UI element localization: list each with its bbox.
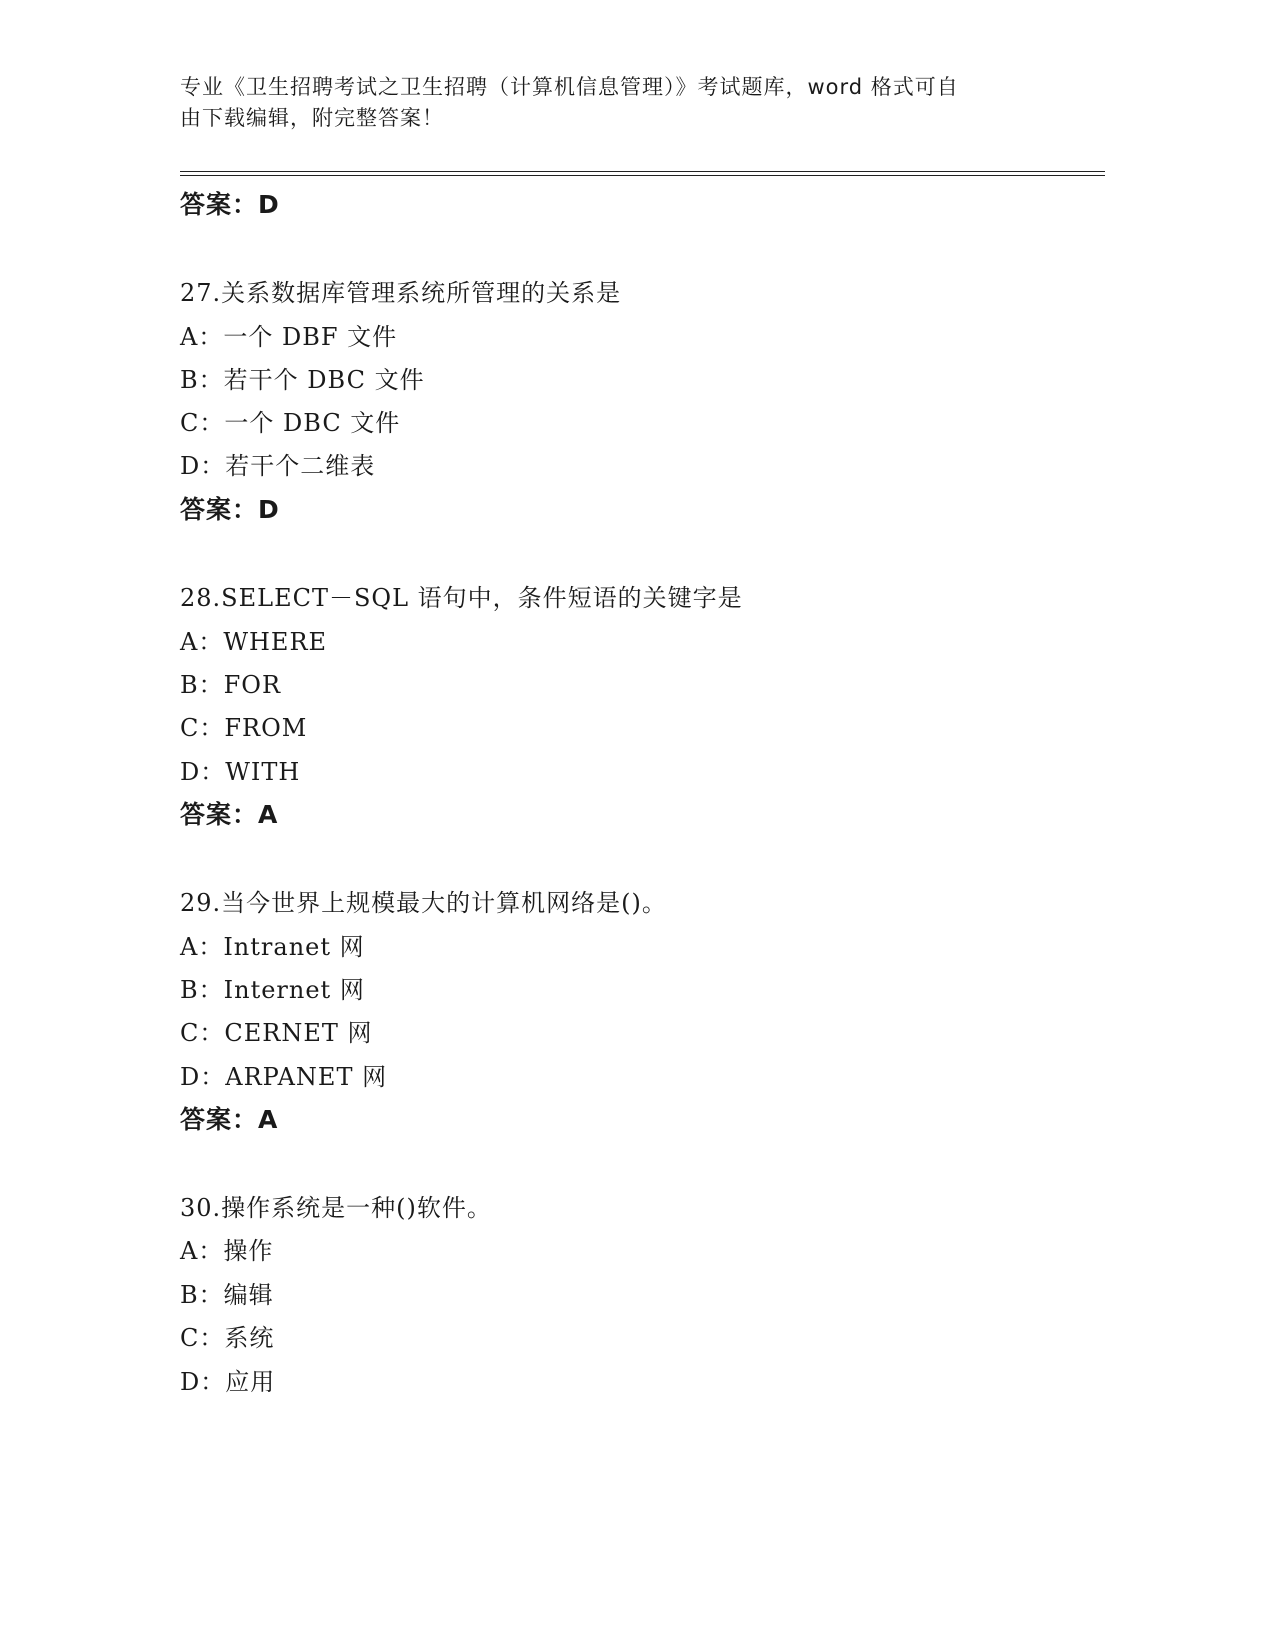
- question-28-answer: 答案：A: [180, 800, 279, 829]
- question-27-stem: 27.关系数据库管理系统所管理的关系是: [180, 279, 622, 307]
- previous-answer: 答案：D: [180, 190, 280, 219]
- question-29-answer: 答案：A: [180, 1105, 279, 1134]
- document-header: [180, 72, 1050, 134]
- question-30-option-c: C：系统: [180, 1324, 275, 1352]
- question-30-option-b: B：编辑: [180, 1281, 274, 1309]
- question-29-option-d: D：ARPANET 网: [180, 1063, 388, 1091]
- question-30-stem: 30.操作系统是一种()软件。: [180, 1194, 492, 1222]
- question-27-option-c: C：一个 DBC 文件: [180, 409, 401, 437]
- question-30-option-d: D：应用: [180, 1368, 276, 1396]
- question-28-option-a: A：WHERE: [180, 628, 328, 656]
- header-divider-top: [180, 171, 1105, 172]
- question-29-stem: 29.当今世界上规模最大的计算机网络是()。: [180, 889, 667, 917]
- header-line-2: 由下载编辑，附完整答案！: [180, 106, 444, 130]
- question-28-option-b: B：FOR: [180, 671, 282, 699]
- question-29-option-b: B：Internet 网: [180, 976, 365, 1004]
- question-27-option-b: B：若干个 DBC 文件: [180, 366, 425, 394]
- question-27-answer: 答案：D: [180, 495, 280, 524]
- question-29-option-a: A：Intranet 网: [180, 933, 365, 961]
- header-divider-bottom: [180, 175, 1105, 176]
- question-28-stem: 28.SELECT－SQL 语句中，条件短语的关键字是: [180, 584, 743, 612]
- question-28-option-d: D：WITH: [180, 758, 301, 786]
- question-27-option-a: A：一个 DBF 文件: [180, 323, 398, 351]
- question-28-option-c: C：FROM: [180, 714, 308, 742]
- question-29-option-c: C：CERNET 网: [180, 1019, 373, 1047]
- question-30-option-a: A：操作: [180, 1237, 274, 1265]
- header-line-1: 专业《卫生招聘考试之卫生招聘（计算机信息管理）》考试题库，word 格式可自: [180, 75, 959, 99]
- question-27-option-d: D：若干个二维表: [180, 452, 376, 480]
